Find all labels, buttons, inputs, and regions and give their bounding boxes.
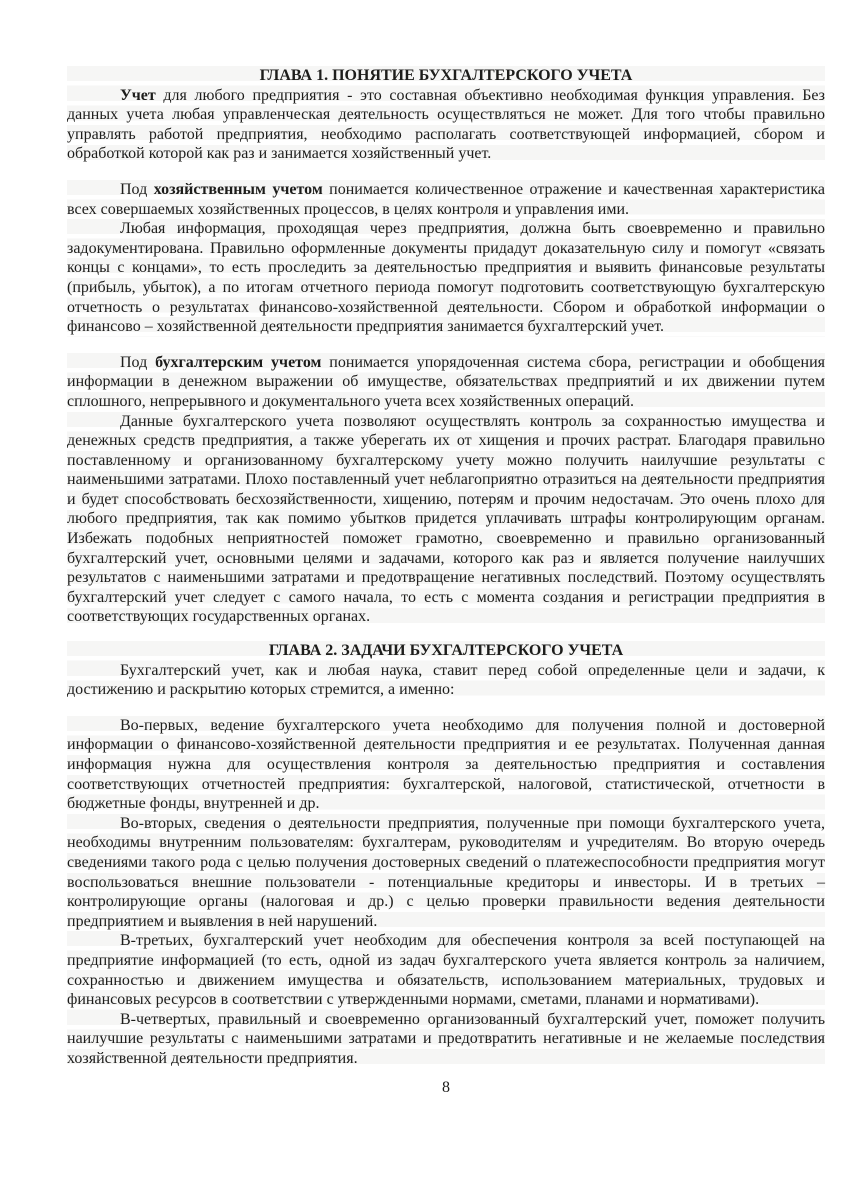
term-khozyaystvenny-uchet: хозяйственным учетом: [153, 180, 323, 198]
chapter2-paragraph-3: [67, 814, 825, 932]
chapter1-heading: ГЛАВА 1. ПОНЯТИЕ БУХГАЛТЕРСКОГО УЧЕТА: [67, 66, 825, 86]
chapter2-paragraph-2: [67, 716, 825, 814]
page-number: 8: [442, 1078, 450, 1096]
chapter2-paragraph-4: [67, 931, 825, 1009]
chapter1-paragraph-2-pre: Под: [120, 180, 154, 198]
chapter1-paragraph-2: [67, 180, 825, 219]
chapter1-paragraph-3-text: Любая информация, проходящая через предприятия, должна быть своевременно и правильно задокументирована. Правильно оформленные документы придадут доказательную силу и помогут «связать концы с концами», то есть проследить за деятельностью предприятия и выявить финансовые результаты (прибыль, убыток), а по итогам отчетного периода помогут подготовить соответствующую бухгалтерскую отчетность о результатах финансово-хозяйственной деятельности. Сбором и обработкой информации о финансово – хозяйственной деятельности предприятия занимается бухгалтерский учет.: [67, 220, 825, 336]
chapter1-paragraph-3: [67, 219, 825, 337]
chapter2-paragraph-1: [67, 661, 825, 700]
chapter1-paragraph-2-text: понимается количественное отражение и качественная характеристика всех совершаемых хозяйственных процессов, в целях контроля и управления ими.: [67, 180, 825, 218]
chapter2-paragraph-5: [67, 1010, 825, 1069]
chapter1-paragraph-5-text: Данные бухгалтерского учета позволяют осуществлять контроль за сохранностью имущества и денежных средств предприятия, а также уберегать их от хищения и прочих растрат. Благодаря правильно поставленному и организованному бухгалтерскому учету можно получить наилучшие результаты с наименьшими затратами. Плохо поставленный учет неблагоприятно отразиться на деятельности предприятия и будет способствовать бесхозяйственности, хищению, потерям и прочим недостачам. Это очень плохо для любого предприятия, так как помимо убытков придется уплачивать штрафы контролирующим органам. Избежать подобных неприятностей поможет грамотно, своевременно и правильно организованный бухгалтерский учет, основными целями и задачами, которого как раз и является получение наилучших результатов с наименьшими затратами и предотвращение негативных последствий. Поэтому осуществлять бухгалтерский учет следует с самого начала, то есть с момента создания и регистрации предприятия в соответствующих государственных органах.: [67, 412, 825, 626]
chapter2-paragraph-2-text: Во-первых, ведение бухгалтерского учета необходимо для получения полной и достоверной информации о финансово-хозяйственной деятельности предприятия и ее результатах. Полученная данная информация нужна для осуществления контроля за деятельностью предприятия и составления соответствующих отчетностей предприятия: бухгалтерской, налоговой, статистической, отчетности в бюджетные фонды, внутренней и др.: [67, 716, 825, 813]
chapter1-paragraph-4: [67, 353, 825, 412]
chapter1-paragraph-4-pre: Под: [120, 353, 156, 371]
chapter2-paragraph-1-text: Бухгалтерский учет, как и любая наука, ставит перед собой определенные цели и задачи, к достижению и раскрытию которых стремится, а именно:: [67, 661, 825, 699]
chapter2-heading: ГЛАВА 2. ЗАДАЧИ БУХГАЛТЕРСКОГО УЧЕТА: [67, 641, 825, 661]
chapter2-paragraph-5-text: В-четвертых, правильный и своевременно организованный бухгалтерский учет, поможет получить наилучшие результаты с наименьшими затратами и предотвратить негативные и не желаемые последствия хозяйственной деятельности предприятия.: [67, 1010, 825, 1067]
term-uchet: Учет: [120, 86, 156, 104]
chapter2-paragraph-4-text: В-третьих, бухгалтерский учет необходим для обеспечения контроля за всей поступающей на предприятие информацией (то есть, одной из задач бухгалтерского учета является контроль за наличием, сохранностью и движением имущества и обязательств, использованием материальных, трудовых и финансовых ресурсов в соответствии с утвержденными нормами, сметами, планами и нормативами).: [67, 932, 825, 1009]
chapter2-paragraph-3-text: Во-вторых, сведения о деятельности предприятия, полученные при помощи бухгалтерского учета, необходимы внутренним пользователям: бухгалтерам, руководителям и учредителям. Во вторую очередь сведениями такого рода с целью получения достоверных сведений о платежеспособности предприятия могут воспользоваться внешние пользователи - потенциальные кредиторы и инвесторы. И в третьих – контролирующие органы (налоговая и др.) с целью проверки правильности ведения деятельности предприятием и выявления в ней нарушений.: [67, 814, 825, 930]
chapter1-paragraph-5: [67, 412, 825, 628]
term-bukhgaltersky-uchet: бухгалтерским учетом: [155, 353, 322, 371]
document-text-block: [67, 66, 825, 1097]
chapter1-paragraph-1: [67, 86, 825, 164]
chapter1-paragraph-1-text: для любого предприятия - это составная объективно необходимая функция управления. Без данных учета любая управленческая деятельность осуществляться не может. Для того чтобы правильно управлять работой предприятия, необходимо располагать соответствующей информацией, сбором и обработкой которой как раз и занимается хозяйственный учет.: [67, 86, 825, 163]
chapter1-paragraph-4-text: понимается упорядоченная система сбора, регистрации и обобщения информации в денежном выражении об имуществе, обязательствах предприятий и их движении путем сплошного, непрерывного и документального учета всех хозяйственных операций.: [67, 353, 826, 410]
